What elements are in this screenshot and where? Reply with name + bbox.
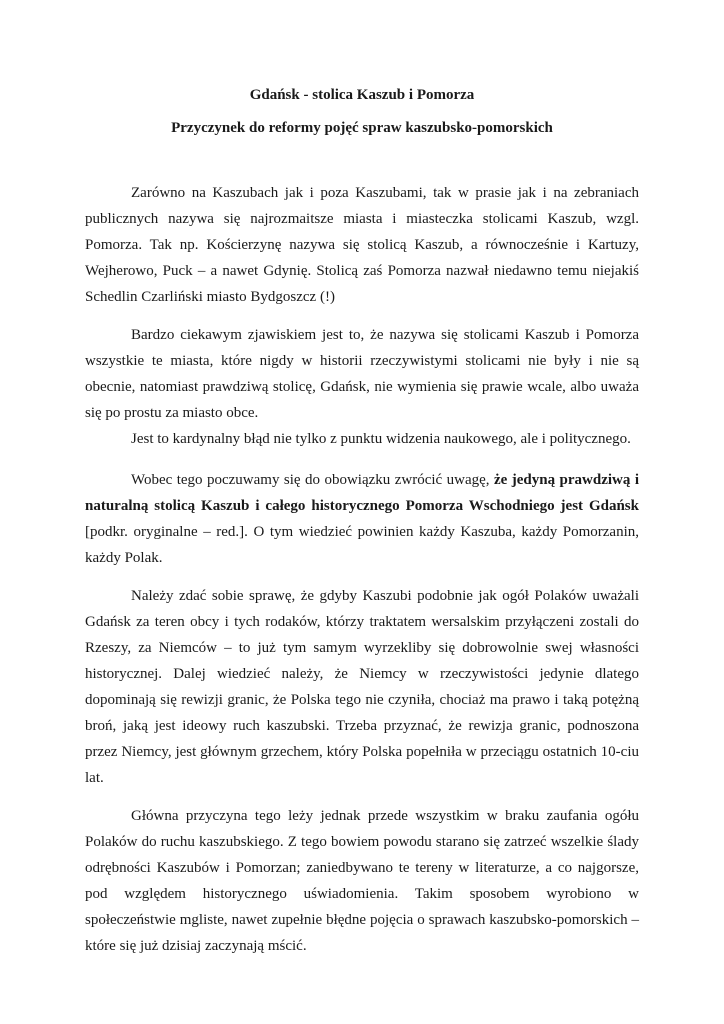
- paragraph-4: [0, 467, 724, 571]
- paragraph-3: Jest to kardynalny błąd nie tylko z punktu widzenia naukowego, ale i politycznego.: [131, 431, 631, 447]
- paragraph-1: Zarówno na Kaszubach jak i poza Kaszubami, tak w prasie jak i na zebraniach publicznych nazywa się najrozmaitsze miasta i miasteczka stolicami Kaszub, wzgl. Pomorza. Tak np. Kościerzynę nazywa się stolicą Kaszub, a równocześnie i Kartuzy, Wejherowo, Puck – a nawet Gdynię. Stolicą zaś Pomorza nazwał niedawno temu niejakiś Schedlin Czarliński miasto Bydgoszcz (!): [85, 185, 639, 305]
- paragraph-4-text-start: Wobec tego poczuwamy się do obowiązku zwrócić uwagę,: [131, 472, 494, 488]
- paragraph-4-emphasis: że jedyną prawdziwą i naturalną stolicą Kaszub i całego historycznego Pomorza Wschodniego jest Gdańsk: [85, 472, 639, 514]
- document-subtitle: Przyczynek do reformy pojęć spraw kaszubsko-pomorskich: [171, 120, 553, 136]
- paragraph-2: Bardzo ciekawym zjawiskiem jest to, że nazywa się stolicami Kaszub i Pomorza wszystkie te miasta, które nigdy w historii rzeczywistymi stolicami nie były i nie są obecnie, natomiast prawdziwą stolicę, Gdańsk, nie wymienia się prawie wcale, albo uważa się po prostu za miasto obce.: [85, 327, 639, 421]
- paragraph-4-text-end: [podkr. oryginalne – red.]. O tym wiedzieć powinien każdy Kaszuba, każdy Pomorzanin, każdy Polak.: [85, 524, 639, 566]
- paragraph-5: Należy zdać sobie sprawę, że gdyby Kaszubi podobnie jak ogół Polaków uważali Gdańsk za teren obcy i tych rodaków, którzy traktatem wersalskim przyłączeni zostali do Rzeszy, za Niemców – to już tym samym wyrzekliby się dobrowolnie swej własności historycznej. Dalej wiedzieć należy, że Niemcy w rzeczywistości jedynie dlatego dopominają się rewizji granic, że Polska tego nie czyniła, chociaż ma prawo i taką potężną broń, jaką jest ideowy ruch kaszubski. Trzeba przyznać, że rewizja granic, podnoszona przez Niemcy, jest głównym grzechem, który Polska popełniła w przeciągu ostatnich 10-ciu lat.: [85, 588, 639, 786]
- paragraph-6: Główna przyczyna tego leży jednak przede wszystkim w braku zaufania ogółu Polaków do ruchu kaszubskiego. Z tego bowiem powodu starano się zatrzeć wszelkie ślady odrębności Kaszubów i Pomorzan; zaniedbywano te tereny w literaturze, a co najgorsze, pod względem historycznego uświadomienia. Takim sposobem wyrobiono w społeczeństwie mgliste, nawet zupełnie błędne pojęcia o sprawach kaszubsko-pomorskich – które się już dzisiaj zaczynają mścić.: [85, 808, 639, 954]
- document-title: Gdańsk - stolica Kaszub i Pomorza: [249, 87, 475, 103]
- document-body: [0, 180, 724, 970]
